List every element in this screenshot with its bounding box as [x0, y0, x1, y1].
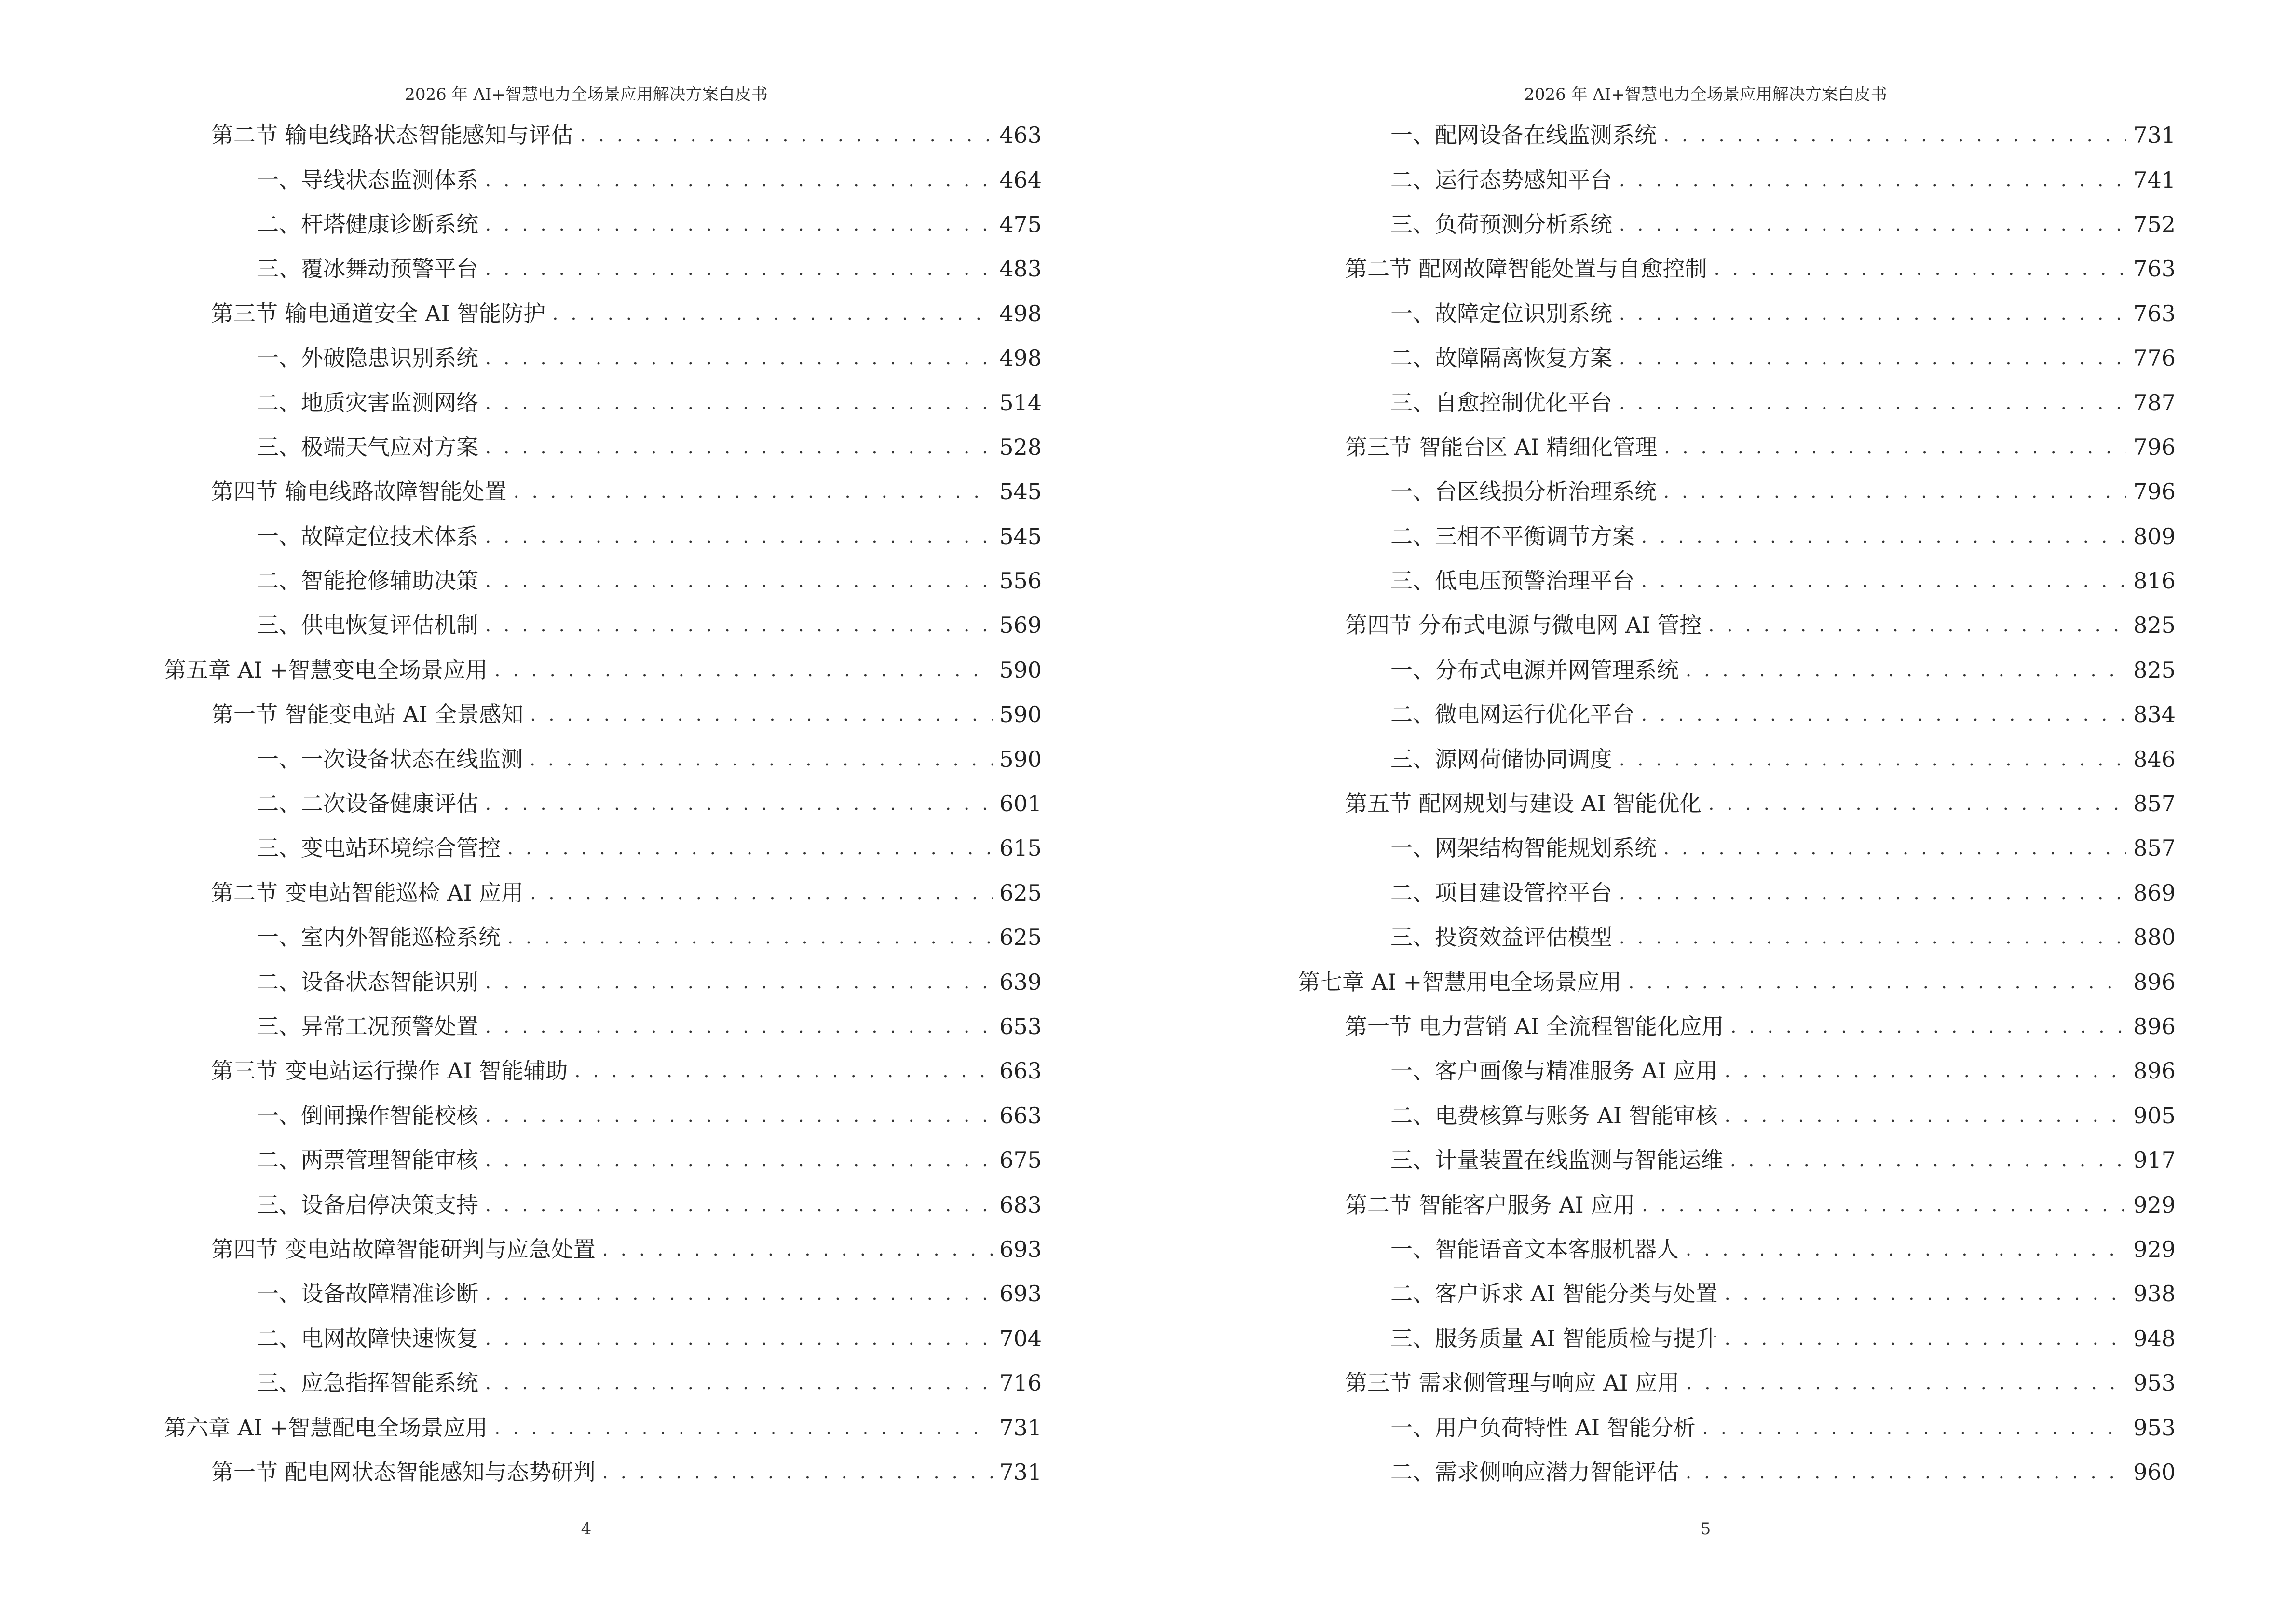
toc-entry-item[interactable]	[1298, 826, 2176, 870]
toc-entry-title: 二、地质灾害监测网络	[257, 389, 478, 416]
toc-entry-item[interactable]	[1298, 514, 2176, 559]
dot-leader	[1714, 259, 2127, 278]
toc-entry-title: 第二节 输电线路状态智能感知与评估	[211, 122, 573, 149]
toc-entry-page-number: 693	[999, 1236, 1042, 1262]
toc-entry-title: 一、倒闸操作智能校核	[257, 1102, 478, 1129]
toc-entry-page-number: 601	[999, 791, 1042, 817]
toc-entry-page-number: 653	[999, 1013, 1042, 1039]
dot-leader	[1663, 126, 2126, 144]
toc-entry-title: 一、用户负荷特性 AI 智能分析	[1390, 1414, 1696, 1441]
toc-entry-title: 一、导线状态监测体系	[257, 166, 478, 193]
dot-leader	[574, 1062, 993, 1080]
dot-leader	[1686, 1463, 2126, 1481]
toc-entry-title: 二、设备状态智能识别	[257, 969, 478, 995]
toc-entry-page-number: 675	[999, 1147, 1042, 1174]
toc-entry-section[interactable]	[164, 1450, 1042, 1494]
page-number: 5	[1700, 1519, 1711, 1539]
toc-entry-section[interactable]	[164, 469, 1042, 514]
toc-entry-item[interactable]	[164, 336, 1042, 380]
dot-leader	[530, 884, 993, 902]
toc-entry-title: 第六章 AI +智慧配电全场景应用	[164, 1414, 488, 1441]
toc-entry-page-number: 896	[2133, 1013, 2176, 1039]
toc-entry-page-number: 475	[999, 211, 1042, 237]
dot-leader	[1686, 1240, 2126, 1258]
dot-leader	[1641, 527, 2126, 546]
dot-leader	[580, 126, 993, 144]
running-header: 2026 年 AI+智慧电力全场景应用解决方案白皮书	[405, 85, 768, 104]
toc-entry-page-number: 880	[2133, 924, 2176, 951]
toc-entry-title: 第二节 智能客户服务 AI 应用	[1345, 1191, 1635, 1218]
toc-entry-title: 二、客户诉求 AI 智能分类与处置	[1390, 1281, 1718, 1307]
toc-entry-title: 三、低电压预警治理平台	[1390, 568, 1634, 594]
toc-entry-title: 一、室内外智能巡检系统	[257, 924, 501, 951]
toc-entry-title: 三、计量装置在线监测与智能运维	[1390, 1147, 1723, 1174]
dot-leader	[1730, 1017, 2126, 1036]
toc-entry-item[interactable]	[164, 1361, 1042, 1405]
toc-entry-item[interactable]	[164, 915, 1042, 959]
dot-leader	[1664, 438, 2126, 456]
dot-leader	[1663, 482, 2126, 501]
toc-entry-title: 一、故障定位识别系统	[1390, 300, 1612, 327]
toc-entry-title: 一、外破隐患识别系统	[257, 345, 478, 371]
toc-entry-item[interactable]	[164, 1182, 1042, 1227]
toc-entry-item[interactable]	[1298, 113, 2176, 157]
dot-leader	[485, 438, 993, 456]
dot-leader	[507, 928, 993, 946]
dot-leader	[507, 839, 993, 857]
toc-entry-title: 二、微电网运行优化平台	[1390, 701, 1634, 728]
toc-entry-chapter[interactable]	[1298, 959, 2176, 1004]
dot-leader	[1641, 572, 2126, 590]
toc-entry-section[interactable]	[1298, 1361, 2176, 1405]
dot-leader	[485, 1284, 993, 1303]
toc-entry-page-number: 731	[2133, 122, 2176, 149]
toc-entry-page-number: 846	[2133, 746, 2176, 772]
toc-entry-page-number: 741	[2133, 166, 2176, 193]
table-of-contents	[1298, 113, 2176, 1494]
toc-entry-page-number: 704	[999, 1325, 1042, 1351]
dot-leader	[530, 750, 993, 768]
dot-leader	[1708, 794, 2126, 813]
toc-entry-section[interactable]	[1298, 425, 2176, 469]
dot-leader	[1686, 1374, 2126, 1392]
toc-entry-page-number: 464	[999, 166, 1042, 193]
toc-entry-section[interactable]	[164, 113, 1042, 157]
running-header: 2026 年 AI+智慧电力全场景应用解决方案白皮书	[1524, 85, 1887, 104]
toc-entry-title: 三、服务质量 AI 智能质检与提升	[1390, 1325, 1718, 1351]
dot-leader	[1619, 394, 2126, 412]
toc-entry-title: 三、覆冰舞动预警平台	[257, 256, 478, 282]
toc-entry-item[interactable]	[1298, 1450, 2176, 1494]
dot-leader	[485, 572, 993, 590]
dot-leader	[485, 1151, 993, 1169]
dot-leader	[494, 1419, 993, 1437]
toc-entry-page-number: 483	[999, 256, 1042, 282]
toc-entry-page-number: 929	[2133, 1236, 2176, 1262]
toc-entry-item[interactable]	[164, 380, 1042, 424]
dot-leader	[485, 259, 993, 278]
dot-leader	[1619, 304, 2126, 323]
dot-leader	[485, 1374, 993, 1392]
toc-entry-page-number: 590	[999, 656, 1042, 683]
dot-leader	[1708, 616, 2126, 634]
dot-leader	[1686, 661, 2126, 679]
toc-entry-title: 一、台区线损分析治理系统	[1390, 478, 1657, 505]
toc-entry-title: 三、异常工况预警处置	[257, 1013, 478, 1039]
dot-leader	[1702, 1419, 2127, 1437]
toc-entry-title: 三、应急指挥智能系统	[257, 1370, 478, 1396]
toc-entry-item[interactable]	[1298, 157, 2176, 202]
toc-entry-title: 三、极端天气应对方案	[257, 434, 478, 460]
toc-entry-page-number: 569	[999, 612, 1042, 639]
toc-entry-title: 三、供电恢复评估机制	[257, 612, 478, 639]
dot-leader	[1725, 1106, 2127, 1125]
toc-entry-title: 一、网架结构智能规划系统	[1390, 835, 1657, 861]
toc-entry-section[interactable]	[1298, 603, 2176, 647]
toc-entry-title: 二、杆塔健康诊断系统	[257, 211, 478, 237]
dot-leader	[1641, 705, 2126, 723]
table-of-contents	[164, 113, 1042, 1494]
dot-leader	[485, 394, 993, 412]
toc-entry-page-number: 796	[2133, 478, 2176, 505]
toc-entry-item[interactable]	[164, 157, 1042, 202]
toc-entry-title: 第一节 配电网状态智能感知与态势研判	[211, 1459, 596, 1485]
toc-entry-page-number: 590	[999, 746, 1042, 772]
toc-entry-item[interactable]	[164, 1004, 1042, 1049]
toc-entry-item[interactable]	[164, 781, 1042, 826]
toc-entry-title: 第二节 变电站智能巡检 AI 应用	[211, 879, 524, 906]
toc-entry-title: 第一节 电力营销 AI 全流程智能化应用	[1345, 1013, 1724, 1039]
toc-entry-page-number: 896	[2133, 1058, 2176, 1084]
toc-entry-title: 第七章 AI +智慧用电全场景应用	[1298, 969, 1622, 995]
toc-entry-title: 二、三相不平衡调节方案	[1390, 523, 1634, 549]
toc-entry-section[interactable]	[1298, 1004, 2176, 1049]
toc-entry-page-number: 556	[999, 568, 1042, 594]
toc-entry-title: 第四节 变电站故障智能研判与应急处置	[211, 1236, 596, 1262]
dot-leader	[602, 1240, 993, 1258]
toc-entry-item[interactable]	[164, 1138, 1042, 1182]
toc-entry-page-number: 498	[999, 300, 1042, 327]
dot-leader	[1619, 928, 2126, 946]
toc-entry-page-number: 545	[999, 478, 1042, 505]
toc-entry-page-number: 960	[2133, 1459, 2176, 1485]
toc-entry-page-number: 625	[999, 879, 1042, 906]
toc-entry-title: 二、需求侧响应潜力智能评估	[1390, 1459, 1679, 1485]
toc-entry-section[interactable]	[164, 1049, 1042, 1093]
toc-entry-page-number: 498	[999, 345, 1042, 371]
toc-entry-page-number: 809	[2133, 523, 2176, 549]
toc-entry-item[interactable]	[1298, 1271, 2176, 1316]
toc-entry-item[interactable]	[1298, 380, 2176, 424]
dot-leader	[1619, 171, 2126, 189]
dot-leader	[514, 482, 993, 501]
dot-leader	[485, 215, 993, 233]
toc-entry-title: 一、故障定位技术体系	[257, 523, 478, 549]
toc-entry-page-number: 825	[2133, 612, 2176, 639]
page-number: 4	[581, 1519, 592, 1539]
dot-leader	[1663, 839, 2126, 857]
dot-leader	[485, 349, 993, 367]
toc-entry-page-number: 787	[2133, 389, 2176, 416]
toc-entry-section[interactable]	[1298, 1182, 2176, 1227]
toc-entry-page-number: 590	[999, 701, 1042, 728]
toc-entry-page-number: 625	[999, 924, 1042, 951]
toc-entry-item[interactable]	[164, 826, 1042, 870]
toc-entry-title: 二、两票管理智能审核	[257, 1147, 478, 1174]
toc-entry-item[interactable]	[164, 1093, 1042, 1138]
toc-entry-item[interactable]	[164, 559, 1042, 603]
toc-entry-page-number: 639	[999, 969, 1042, 995]
toc-entry-page-number: 896	[2133, 969, 2176, 995]
toc-entry-title: 二、项目建设管控平台	[1390, 879, 1612, 906]
toc-entry-page-number: 663	[999, 1058, 1042, 1084]
toc-entry-title: 第四节 输电线路故障智能处置	[211, 478, 507, 505]
dot-leader	[1730, 1151, 2126, 1169]
toc-entry-title: 一、分布式电源并网管理系统	[1390, 656, 1679, 683]
toc-entry-section[interactable]	[164, 1227, 1042, 1271]
toc-entry-item[interactable]	[164, 425, 1042, 469]
toc-entry-page-number: 917	[2133, 1147, 2176, 1174]
toc-entry-page-number: 752	[2133, 211, 2176, 237]
toc-entry-title: 三、投资效益评估模型	[1390, 924, 1612, 951]
toc-entry-page-number: 683	[999, 1191, 1042, 1218]
toc-entry-page-number: 938	[2133, 1281, 2176, 1307]
dot-leader	[485, 527, 993, 546]
toc-entry-section[interactable]	[1298, 781, 2176, 826]
toc-entry-item[interactable]	[1298, 469, 2176, 514]
toc-entry-item[interactable]	[1298, 291, 2176, 336]
toc-entry-title: 二、电费核算与账务 AI 智能审核	[1390, 1102, 1718, 1129]
dot-leader	[1725, 1062, 2127, 1080]
dot-leader	[485, 616, 993, 634]
toc-entry-title: 三、源网荷储协同调度	[1390, 746, 1612, 772]
toc-entry-title: 二、二次设备健康评估	[257, 791, 478, 817]
toc-entry-title: 三、自愈控制优化平台	[1390, 389, 1612, 416]
toc-entry-item[interactable]	[1298, 1316, 2176, 1361]
toc-entry-page-number: 663	[999, 1102, 1042, 1129]
toc-entry-page-number: 825	[2133, 656, 2176, 683]
toc-entry-page-number: 834	[2133, 701, 2176, 728]
toc-entry-page-number: 528	[999, 434, 1042, 460]
dot-leader	[1642, 1196, 2126, 1214]
toc-entry-item[interactable]	[164, 737, 1042, 781]
toc-entry-page-number: 731	[999, 1414, 1042, 1441]
toc-entry-title: 三、负荷预测分析系统	[1390, 211, 1612, 237]
toc-entry-title: 一、设备故障精准诊断	[257, 1281, 478, 1307]
dot-leader	[485, 171, 993, 189]
toc-entry-item[interactable]	[164, 202, 1042, 246]
toc-entry-item[interactable]	[164, 1271, 1042, 1316]
dot-leader	[1619, 884, 2126, 902]
dot-leader	[1725, 1284, 2127, 1303]
toc-entry-item[interactable]	[1298, 336, 2176, 380]
right-page	[1144, 0, 2287, 1624]
toc-entry-page-number: 948	[2133, 1325, 2176, 1351]
toc-entry-item[interactable]	[1298, 1049, 2176, 1093]
toc-entry-page-number: 857	[2133, 791, 2176, 817]
toc-entry-title: 第三节 输电通道安全 AI 智能防护	[211, 300, 546, 327]
toc-entry-title: 第五章 AI +智慧变电全场景应用	[164, 656, 488, 683]
dot-leader	[485, 1017, 993, 1036]
toc-entry-item[interactable]	[1298, 1227, 2176, 1271]
dot-leader	[1619, 349, 2126, 367]
toc-entry-item[interactable]	[164, 959, 1042, 1004]
toc-entry-section[interactable]	[1298, 246, 2176, 291]
toc-entry-title: 第一节 智能变电站 AI 全景感知	[211, 701, 524, 728]
toc-entry-item[interactable]	[1298, 202, 2176, 246]
toc-entry-title: 一、客户画像与精准服务 AI 应用	[1390, 1058, 1718, 1084]
toc-entry-page-number: 953	[2133, 1370, 2176, 1396]
dot-leader	[485, 1329, 993, 1348]
dot-leader	[485, 973, 993, 991]
toc-entry-item[interactable]	[164, 1316, 1042, 1361]
toc-entry-title: 一、智能语音文本客服机器人	[1390, 1236, 1679, 1262]
toc-entry-item[interactable]	[164, 514, 1042, 559]
toc-entry-title: 第二节 配网故障智能处置与自愈控制	[1345, 256, 1707, 282]
toc-entry-page-number: 776	[2133, 345, 2176, 371]
dot-leader	[530, 705, 993, 723]
toc-entry-page-number: 857	[2133, 835, 2176, 861]
toc-entry-item[interactable]	[1298, 648, 2176, 692]
toc-entry-page-number: 953	[2133, 1414, 2176, 1441]
toc-entry-title: 一、一次设备状态在线监测	[257, 746, 523, 772]
dot-leader	[485, 1196, 993, 1214]
toc-entry-title: 第四节 分布式电源与微电网 AI 管控	[1345, 612, 1702, 639]
toc-entry-item[interactable]	[1298, 1093, 2176, 1138]
toc-entry-title: 二、运行态势感知平台	[1390, 166, 1612, 193]
toc-entry-title: 一、配网设备在线监测系统	[1390, 122, 1657, 149]
toc-entry-title: 二、智能抢修辅助决策	[257, 568, 478, 594]
dot-leader	[602, 1463, 993, 1481]
toc-entry-page-number: 929	[2133, 1191, 2176, 1218]
dot-leader	[1619, 215, 2126, 233]
toc-entry-page-number: 905	[2133, 1102, 2176, 1129]
toc-entry-item[interactable]	[1298, 871, 2176, 915]
toc-entry-page-number: 731	[999, 1459, 1042, 1485]
dot-leader	[1725, 1329, 2127, 1348]
toc-entry-item[interactable]	[1298, 1138, 2176, 1182]
toc-entry-section[interactable]	[164, 871, 1042, 915]
toc-entry-page-number: 869	[2133, 879, 2176, 906]
toc-entry-page-number: 716	[999, 1370, 1042, 1396]
toc-entry-page-number: 463	[999, 122, 1042, 149]
toc-entry-title: 第五节 配网规划与建设 AI 智能优化	[1345, 791, 1702, 817]
toc-entry-item[interactable]	[164, 603, 1042, 647]
toc-entry-item[interactable]	[164, 246, 1042, 291]
toc-entry-item[interactable]	[1298, 559, 2176, 603]
dot-leader	[1619, 750, 2126, 768]
toc-entry-section[interactable]	[164, 291, 1042, 336]
toc-entry-item[interactable]	[1298, 692, 2176, 737]
dot-leader	[485, 794, 993, 813]
toc-entry-page-number: 514	[999, 389, 1042, 416]
toc-entry-page-number: 693	[999, 1281, 1042, 1307]
dot-leader	[1628, 973, 2126, 991]
toc-entry-item[interactable]	[1298, 1405, 2176, 1449]
toc-entry-page-number: 615	[999, 835, 1042, 861]
dot-leader	[494, 661, 993, 679]
dot-leader	[485, 1106, 993, 1125]
toc-entry-page-number: 796	[2133, 434, 2176, 460]
toc-entry-title: 第三节 智能台区 AI 精细化管理	[1345, 434, 1658, 460]
toc-entry-page-number: 763	[2133, 300, 2176, 327]
toc-entry-title: 三、设备启停决策支持	[257, 1191, 478, 1218]
toc-entry-chapter[interactable]	[164, 648, 1042, 692]
toc-entry-item[interactable]	[1298, 737, 2176, 781]
toc-entry-title: 二、故障隔离恢复方案	[1390, 345, 1612, 371]
toc-entry-page-number: 816	[2133, 568, 2176, 594]
toc-entry-chapter[interactable]	[164, 1405, 1042, 1449]
toc-entry-section[interactable]	[164, 692, 1042, 737]
toc-entry-title: 第三节 需求侧管理与响应 AI 应用	[1345, 1370, 1680, 1396]
toc-entry-title: 第三节 变电站运行操作 AI 智能辅助	[211, 1058, 568, 1084]
toc-entry-title: 三、变电站环境综合管控	[257, 835, 501, 861]
toc-entry-page-number: 763	[2133, 256, 2176, 282]
toc-entry-title: 二、电网故障快速恢复	[257, 1325, 478, 1351]
dot-leader	[552, 304, 993, 323]
toc-entry-item[interactable]	[1298, 915, 2176, 959]
toc-entry-page-number: 545	[999, 523, 1042, 549]
